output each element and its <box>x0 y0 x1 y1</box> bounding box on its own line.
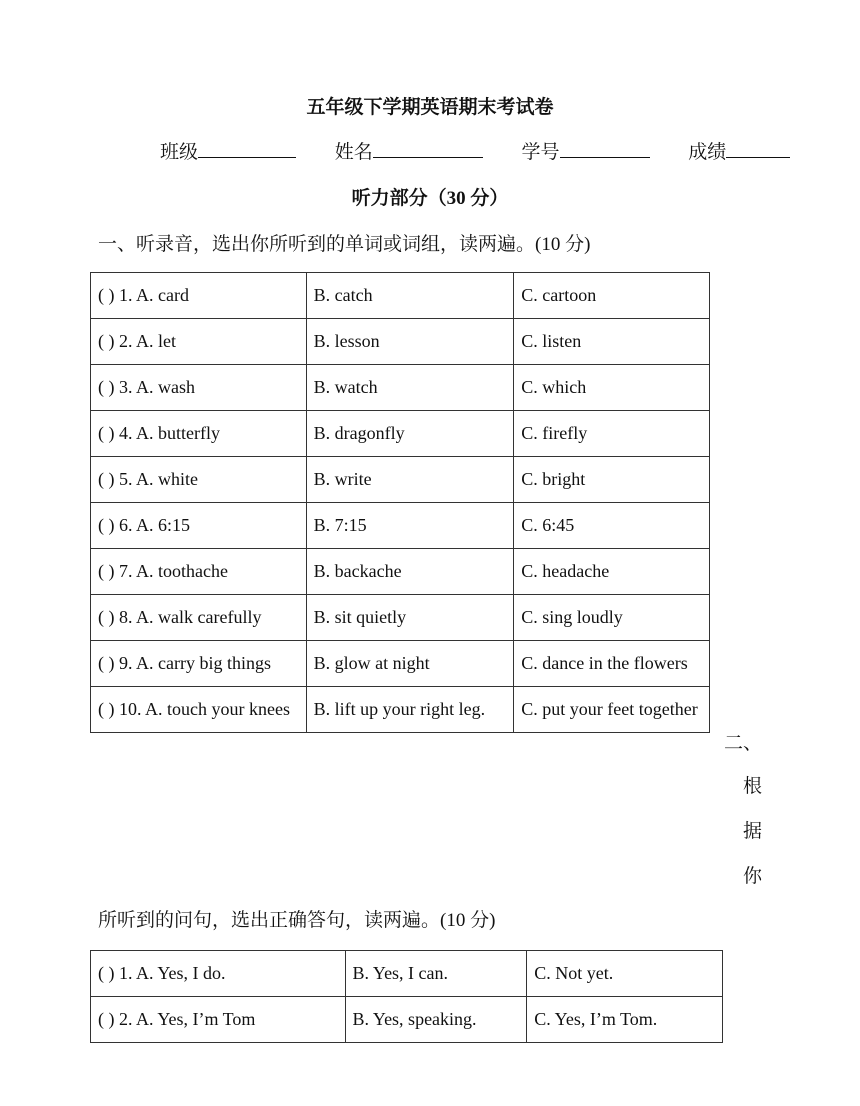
table-row <box>91 319 710 365</box>
option-cell-a: ( ) 6. A. 6:15 <box>91 503 307 549</box>
option-cell-a: ( ) 2. A. let <box>91 319 307 365</box>
table-row <box>91 641 710 687</box>
option-cell-c: C. which <box>514 365 710 411</box>
option-cell-a: ( ) 1. A. card <box>91 273 307 319</box>
option-cell-c: C. headache <box>514 549 710 595</box>
table-row <box>91 687 710 733</box>
listening-section-title: 听力部分（30 分） <box>351 188 509 209</box>
class-label: 班级 <box>160 142 199 163</box>
option-cell-c: C. cartoon <box>514 273 710 319</box>
option-cell-c: C. Yes, I’m Tom. <box>527 997 723 1043</box>
part2-side-char: 据 <box>743 821 763 842</box>
name-blank[interactable] <box>373 137 483 158</box>
student-info-line <box>160 137 790 164</box>
option-cell-c: C. firefly <box>514 411 710 457</box>
option-cell-a: ( ) 7. A. toothache <box>91 549 307 595</box>
option-cell-a: ( ) 2. A. Yes, I’m Tom <box>91 997 346 1043</box>
score-blank[interactable] <box>726 137 790 158</box>
option-cell-c: C. dance in the flowers <box>514 641 710 687</box>
exam-title: 五年级下学期英语期末考试卷 <box>306 97 554 118</box>
option-cell-a: ( ) 5. A. white <box>91 457 307 503</box>
option-cell-b: B. watch <box>306 365 514 411</box>
part1-table <box>90 272 710 733</box>
option-cell-b: B. lift up your right leg. <box>306 687 514 733</box>
class-blank[interactable] <box>198 137 296 158</box>
part2-table <box>90 950 723 1043</box>
part2-side-char: 你 <box>743 866 763 887</box>
option-cell-a: ( ) 8. A. walk carefully <box>91 595 307 641</box>
option-cell-b: B. Yes, I can. <box>345 951 527 997</box>
name-label: 姓名 <box>334 142 373 163</box>
table-row <box>91 365 710 411</box>
table-row <box>91 273 710 319</box>
option-cell-b: B. write <box>306 457 514 503</box>
option-cell-b: B. glow at night <box>306 641 514 687</box>
option-cell-b: B. lesson <box>306 319 514 365</box>
part2-side-char: 根 <box>743 776 763 797</box>
table-row <box>91 997 723 1043</box>
table-row <box>91 549 710 595</box>
option-cell-a: ( ) 1. A. Yes, I do. <box>91 951 346 997</box>
table-row <box>91 503 710 549</box>
option-cell-b: B. backache <box>306 549 514 595</box>
part2-instruction: 所听到的问句，选出正确答句，读两遍。(10 分) <box>98 910 496 931</box>
option-cell-c: C. Not yet. <box>527 951 723 997</box>
option-cell-b: B. dragonfly <box>306 411 514 457</box>
option-cell-a: ( ) 4. A. butterfly <box>91 411 307 457</box>
option-cell-c: C. listen <box>514 319 710 365</box>
part1-instruction: 一、听录音，选出你所听到的单词或词组，读两遍。(10 分) <box>98 234 591 255</box>
table-row <box>91 457 710 503</box>
table-row <box>91 595 710 641</box>
option-cell-b: B. sit quietly <box>306 595 514 641</box>
student-number-blank[interactable] <box>560 137 650 158</box>
part2-side-char: 二、 <box>724 733 763 754</box>
option-cell-c: C. bright <box>514 457 710 503</box>
option-cell-b: B. Yes, speaking. <box>345 997 527 1043</box>
option-cell-c: C. put your feet together <box>514 687 710 733</box>
table-row <box>91 411 710 457</box>
option-cell-b: B. 7:15 <box>306 503 514 549</box>
option-cell-a: ( ) 9. A. carry big things <box>91 641 307 687</box>
table-row <box>91 951 723 997</box>
option-cell-a: ( ) 10. A. touch your knees <box>91 687 307 733</box>
option-cell-c: C. sing loudly <box>514 595 710 641</box>
option-cell-a: ( ) 3. A. wash <box>91 365 307 411</box>
score-label: 成绩 <box>688 142 727 163</box>
student-number-label: 学号 <box>521 142 560 163</box>
option-cell-b: B. catch <box>306 273 514 319</box>
option-cell-c: C. 6:45 <box>514 503 710 549</box>
